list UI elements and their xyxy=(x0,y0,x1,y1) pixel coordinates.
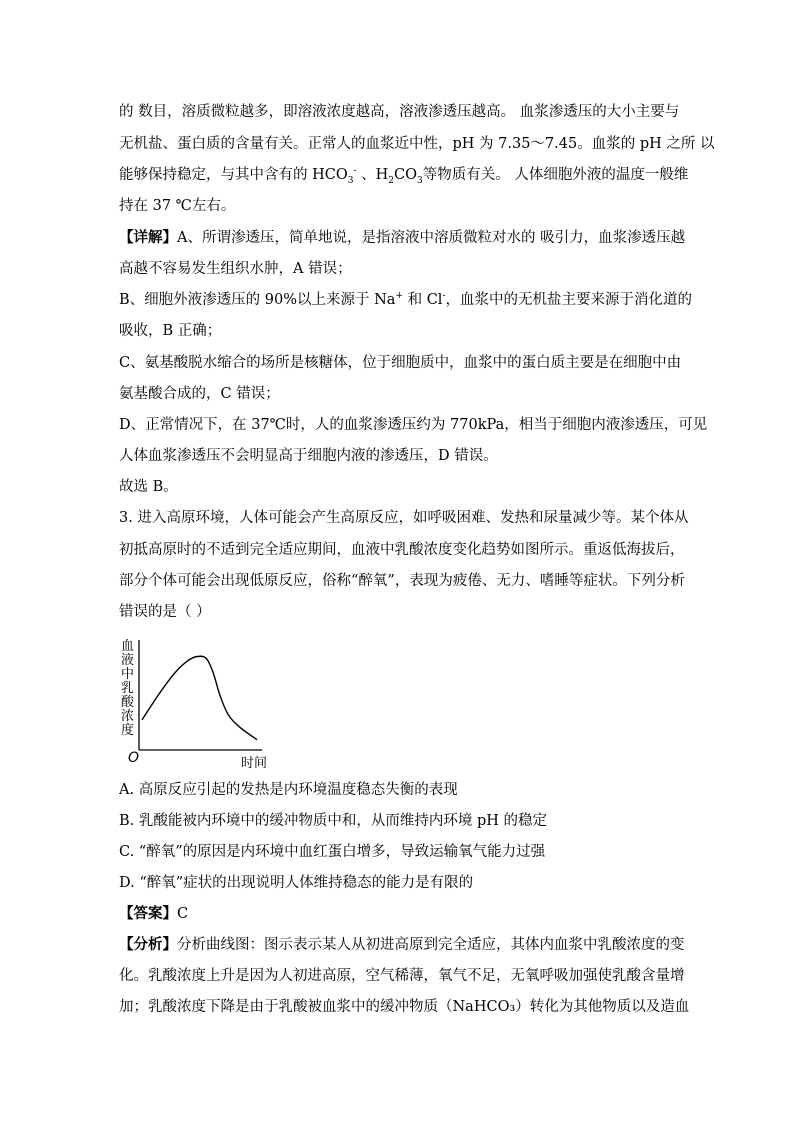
analysis-line-1 xyxy=(119,935,685,955)
option-b: B. 乳酸能被内环境中的缓冲物质中和，从而维持内环境 pH 的稳定 xyxy=(119,813,548,829)
lactate-curve xyxy=(142,656,257,739)
question3-line-3: 部分个体可能会出现低原反应，俗称“醉氧”，表现为疲倦、无力、嗜睡等症状。下列分析 xyxy=(119,573,685,589)
analysis-line-3: 加；乳酸浓度下降是由于乳酸被血浆中的缓冲物质（NaHCO₃）转化为其他物质以及造血 xyxy=(119,999,690,1015)
detail-line-7: D、正常情况下，在 37℃时，人的血浆渗透压约为 770kPa，相当于细胞内液渗透压，可见 xyxy=(119,417,708,433)
h2co3-sub-3: 3 xyxy=(417,175,423,186)
option-a: A. 高原反应引起的发热是内环境温度稳态失衡的表现 xyxy=(119,782,458,798)
chart-x-label: 时间 xyxy=(241,756,268,771)
chart-origin-label: O xyxy=(128,750,140,766)
answer-tag: 【答案】 xyxy=(119,905,177,922)
hco3-sub: 3 xyxy=(347,175,354,186)
analysis-line-1-text: 分析曲线图：图示表示某人从初进高原到完全适应，其体内血浆中乳酸浓度的变 xyxy=(177,937,685,953)
para1-line-1: 的 数目，溶质微粒越多，即溶液浓度越高，溶液渗透压越高。 血浆渗透压的大小主要与 xyxy=(119,104,680,120)
detail-line-2: 高越不容易发生组织水肿，A 错误； xyxy=(119,261,352,277)
para1-line-3-pre: 能够保持稳定，与其中含有的 HCO xyxy=(119,167,348,183)
detail-line-6: 氨基酸合成的，C 错误； xyxy=(119,386,280,402)
detail-line-9: 故选 B。 xyxy=(119,479,178,495)
detail-line-1-text: A、所谓渗透压，简单地说，是指溶液中溶质微粒对水的 吸引力，血浆渗透压越 xyxy=(177,230,686,246)
detail-line-3 xyxy=(119,290,692,310)
detail-line-8: 人体血浆渗透压不会明显高于细胞内液的渗透压，D 错误。 xyxy=(119,448,498,464)
analysis-line-2: 化。乳酸浓度上升是因为人初进高原，空气稀薄，氧气不足，无氧呼吸加强使乳酸含量增 xyxy=(119,968,685,984)
para1-line-3-post: 等物质有关。 人体细胞外液的温度一般维 xyxy=(422,167,689,183)
cl-sup: - xyxy=(442,291,446,302)
na-sup: + xyxy=(395,291,403,302)
detail-line-5: C、氨基酸脱水缩合的场所是核糖体，位于细胞质中，血浆中的蛋白质主要是在细胞中由 xyxy=(119,355,682,371)
chart-y-label: 血液中乳酸浓度 xyxy=(121,639,135,738)
detail-line-3-pre: B、细胞外液渗透压的 90%以上来源于 Na xyxy=(119,292,396,308)
para1-line-4: 持在 37 ℃左右。 xyxy=(119,198,236,214)
para1-line-2: 无机盐、蛋白质的含量有关。正常人的血浆近中性，pH 为 7.35～7.45。血浆的 pH 之所 以 xyxy=(119,136,715,152)
option-c: C. “醉氧”的原因是内环境中血红蛋白增多，导致运输氧气能力过强 xyxy=(119,844,546,860)
para1-line-3-mid: 、H xyxy=(356,167,389,183)
detail-line-1 xyxy=(119,228,685,248)
detail-line-4: 吸收，B 正确； xyxy=(119,323,222,339)
answer-line xyxy=(119,904,188,924)
h2co3-sub-2: 2 xyxy=(388,175,395,186)
hco3-sup: - xyxy=(353,166,357,177)
option-d: D. “醉氧”症状的出现说明人体维持稳态的能力是有限的 xyxy=(119,875,474,891)
para1-line-3-mid2: CO xyxy=(394,167,418,183)
detail-tag: 【详解】 xyxy=(119,229,177,246)
question3-line-1: 3. 进入高原环境，人体可能会产生高原反应，如呼吸困难、发热和尿量减少等。某个体从 xyxy=(119,510,689,526)
question3-line-2: 初抵高原时的不适到完全适应期间，血液中乳酸浓度变化趋势如图所示。重返低海拔后， xyxy=(119,542,685,558)
para1-line-3 xyxy=(119,165,688,185)
analysis-tag: 【分析】 xyxy=(119,936,177,953)
answer-value: C xyxy=(177,906,189,922)
detail-line-3-post: ，血浆中的无机盐主要来源于消化道的 xyxy=(445,292,692,308)
question3-line-4: 错误的是（ ） xyxy=(119,604,211,620)
detail-line-3-mid: 和 Cl xyxy=(402,292,443,308)
